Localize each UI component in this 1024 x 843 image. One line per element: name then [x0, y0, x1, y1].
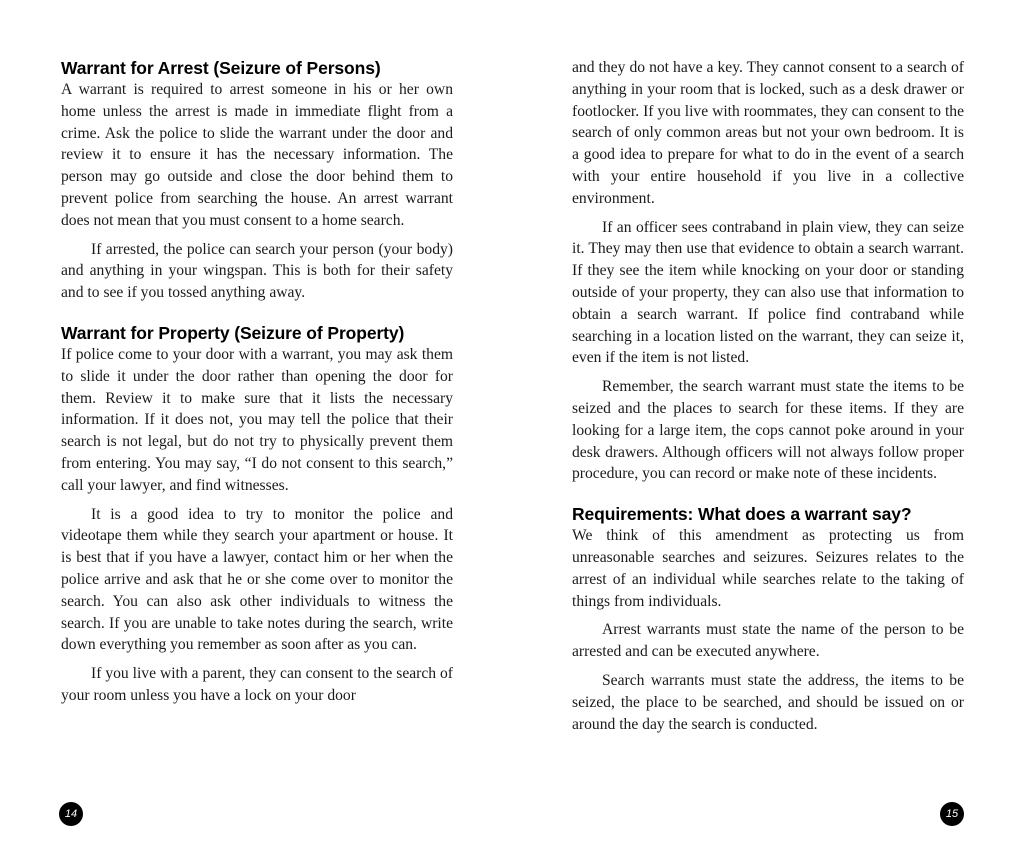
right-text-column	[572, 57, 964, 735]
paragraph: If arrested, the police can search your person (your body) and anything in your wingspan. This is both for their safety and to see if you tossed anything away.	[61, 240, 453, 302]
page-number-badge: 15	[940, 802, 964, 826]
paragraph: A warrant is required to arrest someone in his or her own home unless the arrest is made in immediate flight from a crime. Ask the police to slide the warrant under the door and review it to ensure it has the necessary information. The person may go outside and close the door behind them to prevent police from searching the house. An arrest warrant does not mean that you must consent to a home search.	[61, 81, 453, 229]
section-heading-property-warrant: Warrant for Property (Seizure of Property)	[61, 322, 405, 343]
right-page	[512, 0, 1024, 843]
paragraph: Arrest warrants must state the name of the person to be arrested and can be executed anywhere.	[572, 621, 964, 661]
section-heading-requirements: Requirements: What does a warrant say?	[572, 504, 912, 525]
paragraph: Search warrants must state the address, the items to be seized, the place to be searched, and should be issued on or around the day the search is conducted.	[572, 671, 964, 733]
paragraph: If police come to your door with a warrant, you may ask them to slide it under the door rather than opening the door for them. Review it to make sure that it lists the necessary information. If it does not, you may tell the police that their search is not legal, but do not try to physically prevent them from entering. You may say, “I do not consent to this search,” call your lawyer, and find witnesses.	[61, 345, 453, 494]
page-number-badge: 14	[59, 802, 83, 826]
paragraph: If you live with a parent, they can consent to the search of your room unless you have a lock on your door	[61, 665, 453, 704]
paragraph: We think of this amendment as protecting us from unreasonable searches and seizures. Seizures relates to the arrest of an individual while searches relate to the taking of things from individuals.	[572, 527, 964, 610]
paragraph: Remember, the search warrant must state the items to be seized and the places to search for these items. If they are looking for a large item, the cops cannot poke around in your desk drawers. Although officers will not always follow proper procedure, you can record or make note of these incidents.	[572, 378, 964, 483]
paragraph: and they do not have a key. They cannot consent to a search of anything in your room that is locked, such as a desk drawer or footlocker. If you live with roommates, they can consent to the search of only common areas but not your own bedroom. It is a good idea to prepare for what to do in the event of a search with your entire household if you live in a collective environment.	[572, 59, 964, 207]
left-text-column	[61, 57, 453, 707]
paragraph: If an officer sees contraband in plain view, they can seize it. They may then use that evidence to obtain a search warrant. If they see the item while knocking on your door or standing outside of your property, they can also use that information to obtain a search warrant. If police find contraband while searching in a location listed on the warrant, they can seize it, even if the item is not listed.	[572, 218, 964, 367]
section-heading-arrest-warrant: Warrant for Arrest (Seizure of Persons)	[61, 58, 381, 78]
paragraph: It is a good idea to try to monitor the police and videotape them while they search your apartment or house. It is best that if you have a lawyer, contact him or her when the police arrive and ask that he or she come over to monitor the search. You can also ask other individuals to witness the search. If you are unable to take notes during the search, write down everything you remember as soon after as you can.	[61, 505, 453, 654]
